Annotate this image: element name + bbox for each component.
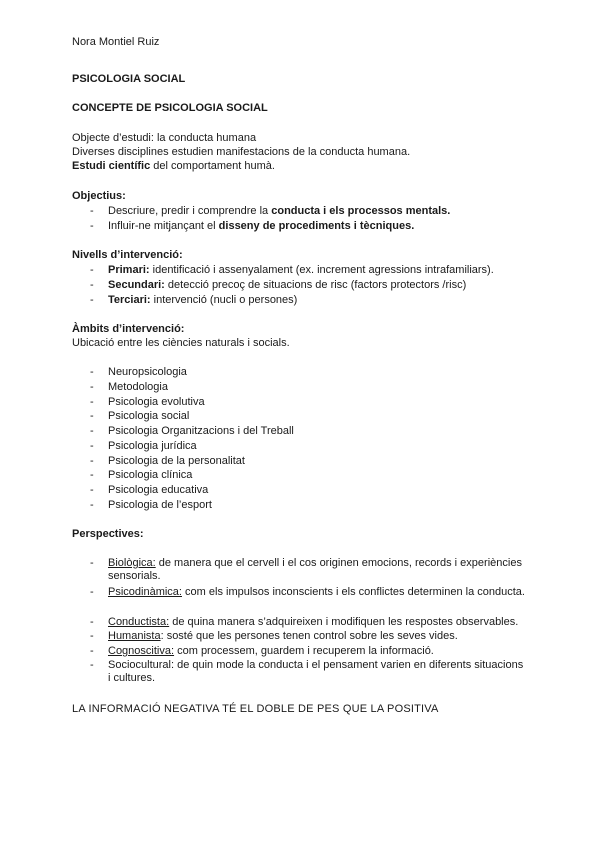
author-name: Nora Montiel Ruiz	[72, 36, 160, 48]
nivells-heading: Nivells d’intervenció:	[72, 249, 183, 261]
intro-bold: Estudi científic	[72, 160, 151, 172]
closing-statement: LA INFORMACIÓ NEGATIVA TÉ EL DOBLE DE PES QUE LA POSITIVA	[72, 703, 439, 715]
objectius-heading: Objectius:	[72, 190, 126, 202]
perspectives-heading: Perspectives:	[72, 528, 144, 540]
ambits-heading: Àmbits d’intervenció:	[72, 323, 185, 335]
ambits-text: Ubicació entre les ciències naturals i socials.	[72, 337, 290, 349]
intro-rest: del comportament humà.	[150, 160, 275, 172]
intro-line-2: Diverses disciplines estudien manifestacions de la conducta humana.	[72, 146, 411, 158]
document-title: PSICOLOGIA SOCIAL	[72, 73, 186, 85]
intro-line-3	[72, 160, 275, 173]
intro-line-1: Objecte d’estudi: la conducta humana	[72, 132, 257, 144]
section-title: CONCEPTE DE PSICOLOGIA SOCIAL	[72, 102, 268, 114]
